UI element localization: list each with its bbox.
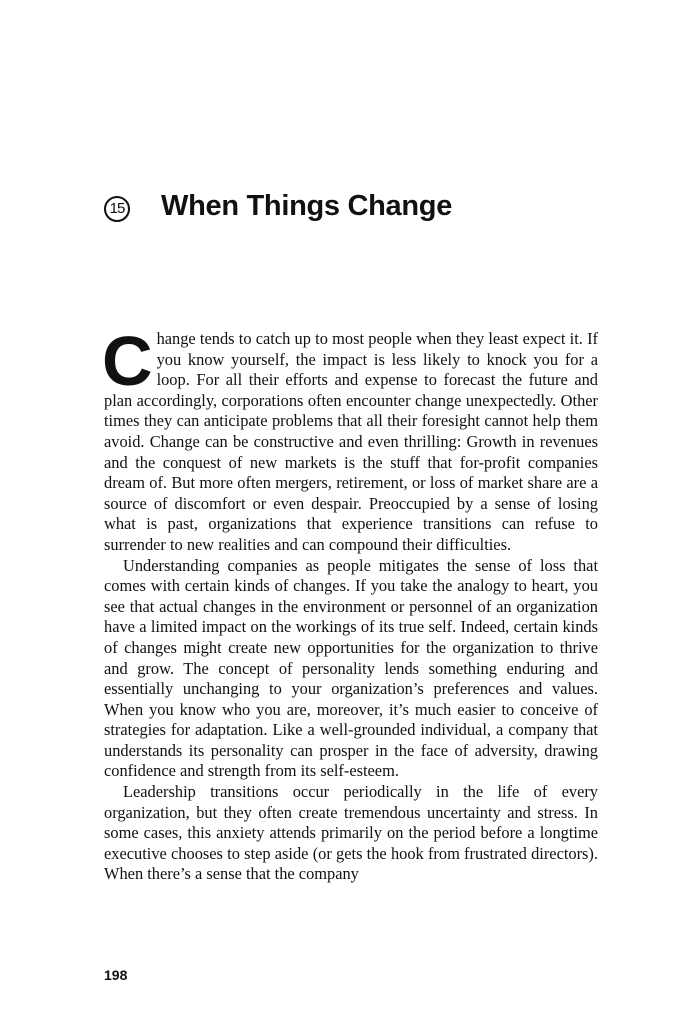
drop-cap: C <box>102 322 153 400</box>
chapter-number-badge: 15 <box>104 196 130 222</box>
chapter-heading <box>104 190 452 223</box>
paragraph-3: Leadership transitions occur periodically in the life of every organization, but they often create tremendous uncertainty and stress. In some cases, this anxiety attends primarily on the period before a longtime executive chooses to step aside (or gets the hook from frustrated directors). When there’s a sense that the company <box>104 782 598 884</box>
chapter-title: When Things Change <box>161 190 453 222</box>
paragraph-2: Understanding companies as people mitigates the sense of loss that comes with certain kinds of changes. If you take the analogy to heart, you see that actual changes in the environment or personnel of an organization have a limited impact on the workings of its true self. Indeed, certain kinds of changes might create new opportunities for the organization to thrive and grow. The concept of personality lends something enduring and essentially unchanging to your organization’s preferences and values. When you know who you are, moreover, it’s much easier to conceive of strategies for adaptation. Like a well-grounded individual, a company that understands its personality can prosper in the face of adversity, drawing confidence and strength from its self-esteem. <box>104 555 598 781</box>
body-text <box>102 322 598 885</box>
paragraph-1 <box>102 322 598 556</box>
paragraph-1-text: hange tends to catch up to most people when they least expect it. If you know yourself, the impact is less likely to knock you for a loop. For all their efforts and expense to forecast the future and plan accordingly, corporations often encounter change unexpectedly. Other times they can anticipate problems that all their foresight cannot help them avoid. Change can be constructive and even thrilling: Growth in revenues and the conquest of new markets is the stuff that for-profit companies dream of. But more often mergers, retirement, or loss of market share are a source of discomfort or even despair. Preoccupied by a sense of losing what is past, organizations that experience transitions can refuse to surrender to new realities and can compound their difficulties. <box>104 329 598 554</box>
page-number: 198 <box>104 967 128 983</box>
